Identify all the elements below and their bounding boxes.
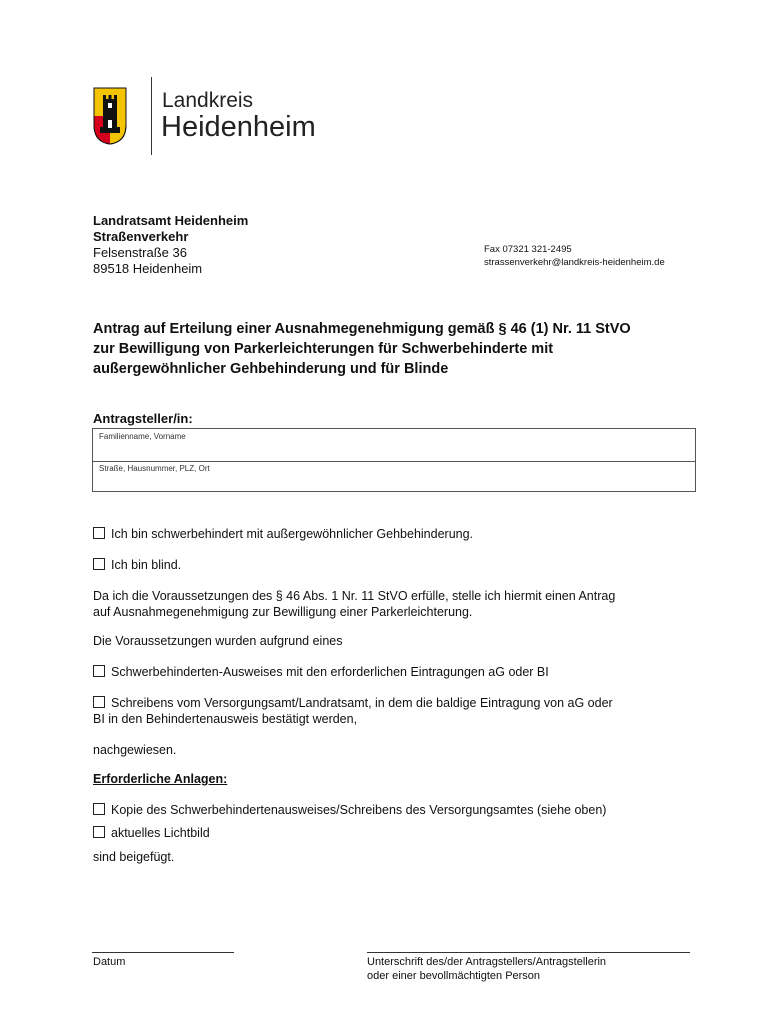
proof-row-schreiben <box>93 695 613 711</box>
attachment-row-photo <box>93 825 210 841</box>
applicant-address-row <box>93 461 695 492</box>
name-input[interactable] <box>99 443 689 459</box>
proof-schreiben-line-2: BI in den Behindertenausweis bestätigt werden, <box>93 712 358 726</box>
attachment-row-copy <box>93 802 606 818</box>
proof-ausweis-label: Schwerbehinderten-Ausweises mit den erforderlichen Eintragungen aG oder BI <box>111 665 549 679</box>
signature-label-line-1: Unterschrift des/der Antragstellers/Antragstellerin <box>367 956 607 968</box>
schreiben-checkbox[interactable] <box>93 696 105 708</box>
address-line-4: 89518 Heidenheim <box>93 261 203 276</box>
address-line-2: Straßenverkehr <box>93 229 189 244</box>
option-row-gehbehinderung <box>93 526 473 542</box>
applicant-box <box>92 428 696 492</box>
applicant-name-row <box>93 429 695 462</box>
logo-text-heidenheim: Heidenheim <box>161 111 316 143</box>
ausweis-checkbox[interactable] <box>93 665 105 677</box>
option-gehbehinderung-label: Ich bin schwerbehindert mit außergewöhnlicher Gehbehinderung. <box>111 527 474 541</box>
attachments-footer: sind beigefügt. <box>93 850 175 864</box>
proof-schreiben-label: Schreibens vom Versorgungsamt/Landratsamt, in dem die baldige Eintragung von aG oder <box>111 696 613 710</box>
applicant-label: Antragsteller/in: <box>93 411 193 426</box>
date-label: Datum <box>93 956 126 968</box>
photo-checkbox[interactable] <box>93 826 105 838</box>
document-title <box>93 319 733 379</box>
proof-row-ausweis <box>93 664 549 680</box>
copy-checkbox[interactable] <box>93 803 105 815</box>
paragraph-1-line-1: Da ich die Voraussetzungen des § 46 Abs. 1 Nr. 11 StVO erfülle, stelle ich hiermit einen Antrag <box>93 589 616 603</box>
coat-of-arms-icon <box>93 87 127 145</box>
name-field-label: Familienname, Vorname <box>99 432 186 441</box>
address-input[interactable] <box>99 474 689 490</box>
title-line-3: außergewöhnlicher Gehbehinderung und für Blinde <box>93 361 449 377</box>
blind-checkbox[interactable] <box>93 558 105 570</box>
address-line-3: Felsenstraße 36 <box>93 245 187 260</box>
address-field-label: Straße, Hausnummer, PLZ, Ort <box>99 464 210 473</box>
fax-number: Fax 07321 321-2495 <box>484 244 572 255</box>
attachments-heading: Erforderliche Anlagen: <box>93 772 228 786</box>
logo-text-landkreis: Landkreis <box>162 89 254 112</box>
paragraph-2: Die Voraussetzungen wurden aufgrund eines <box>93 634 343 648</box>
signature-line[interactable] <box>367 952 690 953</box>
logo-divider <box>151 77 152 155</box>
gehbehinderung-checkbox[interactable] <box>93 527 105 539</box>
option-blind-label: Ich bin blind. <box>111 558 182 572</box>
attachment-photo-label: aktuelles Lichtbild <box>111 826 210 840</box>
attachment-copy-label: Kopie des Schwerbehindertenausweises/Schreibens des Versorgungsamtes (siehe oben) <box>111 803 607 817</box>
proven-text: nachgewiesen. <box>93 743 177 757</box>
signature-label-line-2: oder einer bevollmächtigten Person <box>367 970 541 982</box>
option-row-blind <box>93 557 181 573</box>
paragraph-1-line-2: auf Ausnahmegenehmigung zur Bewilligung einer Parkerleichterung. <box>93 605 473 619</box>
email-address: strassenverkehr@landkreis-heidenheim.de <box>484 257 665 268</box>
title-line-2: zur Bewilligung von Parkerleichterungen für Schwerbehinderte mit <box>93 341 554 357</box>
address-line-1: Landratsamt Heidenheim <box>93 213 249 228</box>
title-line-1: Antrag auf Erteilung einer Ausnahmegenehmigung gemäß § 46 (1) Nr. 11 StVO <box>93 321 631 337</box>
date-line[interactable] <box>92 952 234 953</box>
